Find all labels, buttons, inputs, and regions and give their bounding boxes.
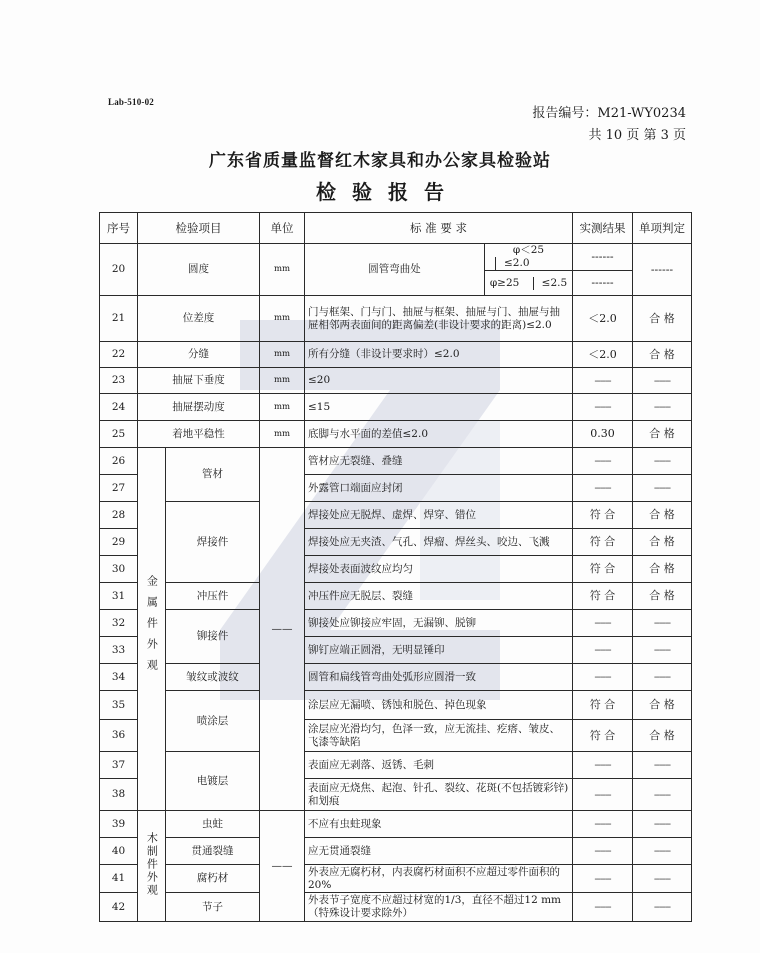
table-row — [100, 394, 692, 421]
row-item: 节子 — [166, 893, 260, 922]
row-requirement: 焊接处应无夹渣、气孔、焊瘤、焊丝头、咬边、飞溅 — [305, 529, 573, 556]
row-subcondition — [485, 271, 573, 296]
row-item: 贯通裂缝 — [166, 838, 260, 865]
table-row — [100, 664, 692, 691]
row-result: ------ — [573, 368, 633, 394]
row-requirement: 外露管口端面应封闭 — [305, 475, 573, 502]
table-row — [100, 368, 692, 394]
row-unit: mm — [260, 368, 305, 394]
table-row — [100, 502, 692, 529]
row-unit: —— — [260, 811, 305, 922]
row-result: ------ — [573, 637, 633, 664]
row-item: 喷涂层 — [166, 691, 260, 752]
row-no: 42 — [100, 893, 138, 922]
row-judgement: 合 格 — [633, 502, 692, 529]
table-row — [100, 838, 692, 865]
table-row — [100, 583, 692, 610]
row-unit: mm — [260, 244, 305, 296]
table-row — [100, 691, 692, 720]
row-requirement: 铆接处应铆接应牢固，无漏铆、脱铆 — [305, 610, 573, 637]
row-item: 冲压件 — [166, 583, 260, 610]
row-result: ------ — [573, 811, 633, 838]
row-judgement: 合 格 — [633, 529, 692, 556]
row-unit: mm — [260, 421, 305, 448]
row-no: 32 — [100, 610, 138, 637]
row-judgement: ------ — [633, 664, 692, 691]
row-no: 37 — [100, 752, 138, 779]
row-requirement: ≤20 — [305, 368, 573, 394]
row-unit: mm — [260, 342, 305, 368]
row-result: ------ — [573, 271, 633, 296]
row-result: 符 合 — [573, 720, 633, 752]
row-item: 抽屉摆动度 — [138, 394, 260, 421]
row-judgement: ------ — [633, 448, 692, 475]
row-no: 29 — [100, 529, 138, 556]
table-row — [100, 421, 692, 448]
row-no: 36 — [100, 720, 138, 752]
report-title: 检验报告 — [316, 180, 460, 204]
row-requirement: 表面应无剥落、返锈、毛刺 — [305, 752, 573, 779]
table-row — [100, 865, 692, 893]
group-label-text: 金属件外观 — [145, 574, 159, 680]
inspection-table — [99, 212, 692, 922]
row-judgement: ------ — [633, 610, 692, 637]
row-result: ------ — [573, 779, 633, 811]
group-label-metal — [138, 448, 166, 811]
row-result: 符 合 — [573, 691, 633, 720]
row-unit: mm — [260, 296, 305, 342]
row-item: 腐朽材 — [166, 865, 260, 893]
row-result: ------ — [573, 244, 633, 271]
row-result: ------ — [573, 394, 633, 421]
row-item: 焊接件 — [166, 502, 260, 583]
row-requirement: 焊接处应无脱焊、虚焊、焊穿、错位 — [305, 502, 573, 529]
table-row — [100, 244, 692, 271]
row-requirement: 焊接处表面波纹应均匀 — [305, 556, 573, 583]
row-no: 22 — [100, 342, 138, 368]
header-requirement: 标 准 要 求 — [305, 213, 573, 244]
table-row — [100, 448, 692, 475]
row-judgement: ------ — [633, 779, 692, 811]
row-judgement: 合 格 — [633, 583, 692, 610]
row-judgement: 合 格 — [633, 720, 692, 752]
row-requirement: 管材应无裂缝、叠缝 — [305, 448, 573, 475]
header-unit: 单位 — [260, 213, 305, 244]
page-count: 共 10 页 第 3 页 — [588, 128, 686, 143]
row-result: 符 合 — [573, 502, 633, 529]
row-no: 40 — [100, 838, 138, 865]
row-requirement: 圆管和扁线管弯曲处弧形应圆滑一致 — [305, 664, 573, 691]
row-item: 抽屉下垂度 — [138, 368, 260, 394]
row-judgement: ------ — [633, 394, 692, 421]
row-item: 着地平稳性 — [138, 421, 260, 448]
row-requirement: 圆管弯曲处 — [305, 244, 485, 296]
row-result: ------ — [573, 664, 633, 691]
row-judgement: ------ — [633, 475, 692, 502]
organization-name: 广东省质量监督红木家具和办公家具检验站 — [209, 151, 551, 171]
row-no: 20 — [100, 244, 138, 296]
row-item: 圆度 — [138, 244, 260, 296]
row-judgement: 合 格 — [633, 691, 692, 720]
sub-condition: φ≥25 — [489, 276, 520, 289]
row-unit: —— — [260, 448, 305, 811]
row-requirement: 外表应无腐朽材，内表腐朽材面积不应超过零件面积的20% — [305, 865, 573, 893]
row-no: 39 — [100, 811, 138, 838]
row-no: 25 — [100, 421, 138, 448]
row-item: 分缝 — [138, 342, 260, 368]
header-no: 序号 — [100, 213, 138, 244]
row-no: 30 — [100, 556, 138, 583]
row-requirement: 所有分缝（非设计要求时）≤2.0 — [305, 342, 573, 368]
row-no: 23 — [100, 368, 138, 394]
table-row — [100, 752, 692, 779]
row-judgement: ------ — [633, 838, 692, 865]
table-row — [100, 893, 692, 922]
row-requirement: 表面应无烧焦、起泡、针孔、裂纹、花斑(不包括镀彩锌)和划痕 — [305, 779, 573, 811]
row-result: 符 合 — [573, 556, 633, 583]
table-row — [100, 811, 692, 838]
sub-limit: ≤2.0 — [495, 257, 530, 270]
row-requirement: 涂层应无漏喷、锈蚀和脱色、掉色现象 — [305, 691, 573, 720]
row-item: 管材 — [166, 448, 260, 502]
row-no: 41 — [100, 865, 138, 893]
row-requirement: 底脚与水平面的差值≤2.0 — [305, 421, 573, 448]
header-result: 实测结果 — [573, 213, 633, 244]
row-result: ------ — [573, 475, 633, 502]
row-judgement: 合 格 — [633, 296, 692, 342]
row-result: ------ — [573, 865, 633, 893]
table-header-row — [100, 213, 692, 244]
row-unit: mm — [260, 394, 305, 421]
row-result: ------ — [573, 610, 633, 637]
row-result: ------ — [573, 752, 633, 779]
sub-condition: φ＜25 — [512, 244, 545, 256]
row-requirement: 涂层应光滑均匀，色泽一致，应无流挂、疙瘩、皱皮、飞漆等缺陷 — [305, 720, 573, 752]
row-subcondition — [485, 244, 573, 271]
row-no: 31 — [100, 583, 138, 610]
lab-code: Lab-510-02 — [108, 97, 155, 107]
row-judgement: 合 格 — [633, 342, 692, 368]
row-judgement: 合 格 — [633, 421, 692, 448]
row-no: 38 — [100, 779, 138, 811]
row-no: 34 — [100, 664, 138, 691]
row-requirement: 应无贯通裂缝 — [305, 838, 573, 865]
row-no: 24 — [100, 394, 138, 421]
row-item: 铆接件 — [166, 610, 260, 664]
row-requirement: 外表节子宽度不应超过材宽的1/3，直径不超过12 mm（特殊设计要求除外） — [305, 893, 573, 922]
row-judgement: ------ — [633, 368, 692, 394]
row-item: 虫蛀 — [166, 811, 260, 838]
row-judgement: ------ — [633, 893, 692, 922]
group-label-text: 木制件外观 — [145, 831, 159, 897]
row-item: 位差度 — [138, 296, 260, 342]
row-requirement: ≤15 — [305, 394, 573, 421]
sub-limit: ≤2.5 — [533, 277, 568, 290]
row-item: 电镀层 — [166, 752, 260, 811]
row-item: 皱纹或波纹 — [166, 664, 260, 691]
row-judgement: ------ — [633, 865, 692, 893]
row-requirement: 冲压件应无脱层、裂缝 — [305, 583, 573, 610]
row-no: 28 — [100, 502, 138, 529]
header-judgement: 单项判定 — [633, 213, 692, 244]
row-result: ------ — [573, 838, 633, 865]
row-judgement: 合 格 — [633, 556, 692, 583]
row-judgement: ------ — [633, 244, 692, 296]
row-judgement: ------ — [633, 637, 692, 664]
row-no: 33 — [100, 637, 138, 664]
row-result: ＜2.0 — [573, 296, 633, 342]
row-no: 21 — [100, 296, 138, 342]
report-number: 报告编号：M21-WY0234 — [532, 106, 686, 121]
row-requirement: 铆钉应端正圆滑，无明显锤印 — [305, 637, 573, 664]
row-requirement: 门与框架、门与门、抽屉与框架、抽屉与门、抽屉与抽屉相邻两表面间的距离偏差(非设计要求的距离)≤2.0 — [305, 296, 573, 342]
row-result: ------ — [573, 893, 633, 922]
group-label-wood — [138, 811, 166, 922]
row-judgement: ------ — [633, 752, 692, 779]
header-item: 检验项目 — [138, 213, 260, 244]
row-requirement: 不应有虫蛀现象 — [305, 811, 573, 838]
row-no: 27 — [100, 475, 138, 502]
table-row — [100, 296, 692, 342]
row-judgement: ------ — [633, 811, 692, 838]
row-result: 符 合 — [573, 529, 633, 556]
row-result: 0.30 — [573, 421, 633, 448]
row-result: ＜2.0 — [573, 342, 633, 368]
row-result: 符 合 — [573, 583, 633, 610]
row-result: ------ — [573, 448, 633, 475]
table-row — [100, 610, 692, 637]
row-no: 26 — [100, 448, 138, 475]
table-row — [100, 342, 692, 368]
row-no: 35 — [100, 691, 138, 720]
